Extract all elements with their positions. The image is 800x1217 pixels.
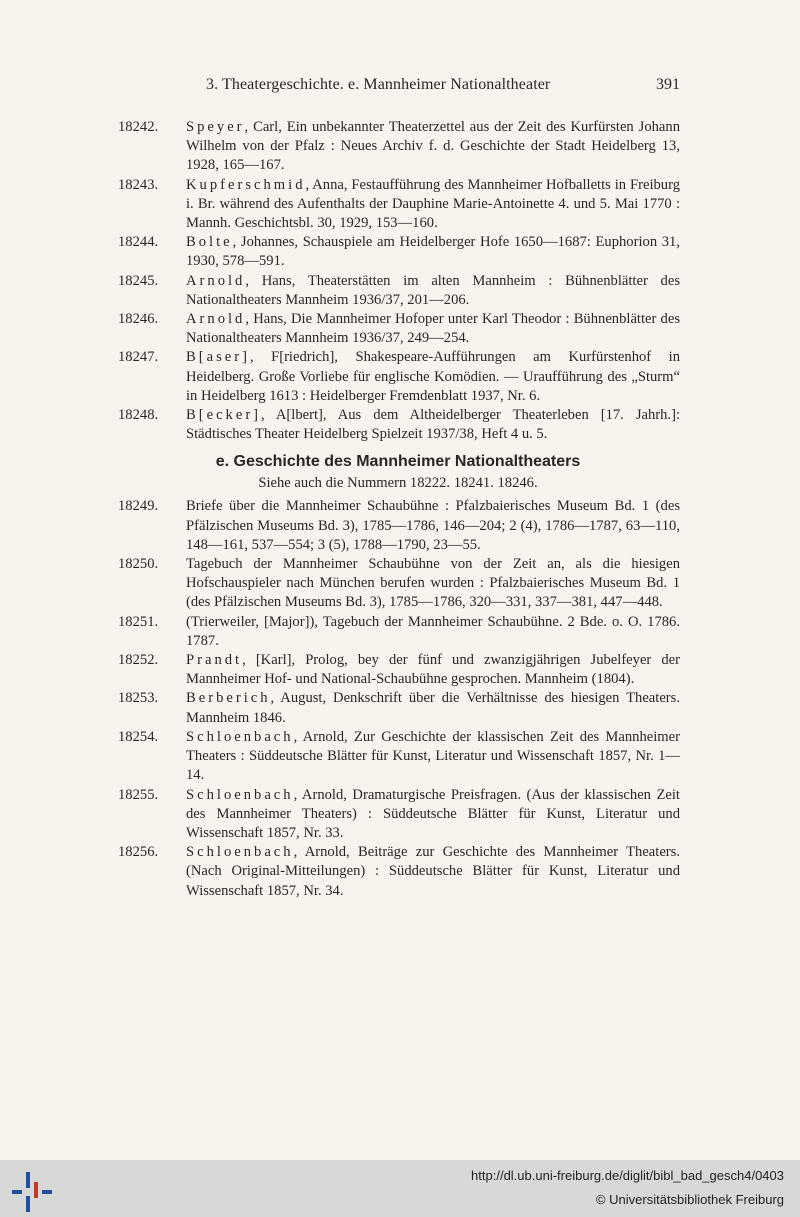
entry-text: , Arnold, Dramaturgische Preisfragen. (Aus der klassischen Zeit des Mannheimer Theaters) : Süddeutsche Blätter für Kunst, Literatur und Wissenschaft 1857, Nr. 33. [186, 786, 680, 841]
entry-number: 18247. [118, 349, 159, 366]
bibliography-entry [116, 728, 680, 786]
entry-author: Bolte [186, 234, 233, 251]
bibliography-entry [116, 843, 680, 901]
entry-author: B[aser] [186, 349, 250, 366]
entry-text: , Arnold, Zur Geschichte der klassischen Zeit des Mannheimer Theaters : Süddeutsche Blätter für Kunst, Literatur und Wissenschaft 1857, Nr. 1—14. [186, 728, 680, 784]
running-head [120, 76, 680, 98]
entry-author: Arnold [186, 311, 246, 328]
entry-author: Kupferschmid [186, 176, 306, 193]
entry-author: Speyer [186, 119, 245, 135]
entry-text: , Arnold, Beiträge zur Geschichte des Mannheimer Theaters. (Nach Original-Mitteilungen) : Süddeutsche Blätter für Kunst, Literatur und Wissenschaft 1857, Nr. 34. [186, 844, 680, 899]
entry-number: 18242. [118, 119, 159, 135]
entry-number: 18245. [118, 272, 159, 289]
entry-number: 18246. [118, 311, 159, 328]
entry-author: Berberich [186, 690, 271, 707]
entry-number: 18255. [118, 786, 159, 803]
entry-text: , [Karl], Prolog, bey der fünf und zwanzigjährigen Jubelfeyer der Mannheimer Hof- und National-Schaubühne gesprochen. Mannheim (1804). [186, 652, 680, 688]
entry-text: , Carl, Ein unbekannter Theaterzettel aus der Zeit des Kurfürsten Johann Wilhelm von der Pfalz : Neues Archiv f. d. Geschichte der Stadt Heidelberg 13, 1928, 165—167. [186, 119, 680, 174]
entry-author: B[ecker] [186, 407, 262, 424]
entry-number: 18253. [118, 690, 159, 707]
entry-number: 18244. [118, 234, 159, 251]
entry-number: 18248. [118, 407, 159, 424]
footer-url-link[interactable]: http://dl.ub.uni-freiburg.de/diglit/bibl_bad_gesch4/0403 [471, 1168, 784, 1183]
entry-number: 18249. [118, 498, 159, 515]
section-note: Siehe auch die Nummern 18222. 18241. 18246. [258, 475, 538, 492]
entries-before [116, 118, 680, 444]
entry-number: 18250. [118, 556, 159, 573]
entries-after [116, 497, 680, 900]
entry-text: , Johannes, Schauspiele am Heidelberger Hofe 1650—1687: Euphorion 31, 1930, 578—591. [186, 234, 680, 270]
entry-author: Schloenbach [186, 786, 294, 803]
bibliography-entry [116, 233, 680, 271]
entry-number: 18256. [118, 844, 159, 861]
entry-number: 18252. [118, 652, 159, 669]
running-title: 3. Theatergeschichte. e. Mannheimer Nationaltheater [206, 76, 551, 93]
entry-number: 18251. [118, 613, 159, 630]
entry-author: Schloenbach [186, 844, 294, 861]
bibliography-entry [116, 272, 680, 310]
bibliography-entry [116, 786, 680, 844]
section-heading: e. Geschichte des Mannheimer Nationaltheaters [215, 453, 581, 471]
entry-text: , August, Denkschrift über die Verhältnisse des hiesigen Theaters. Mannheim 1846. [186, 690, 680, 726]
bibliography-entry [116, 689, 680, 727]
footer-copyright: © Universitätsbibliothek Freiburg [595, 1192, 784, 1207]
footer-bar [0, 1160, 800, 1217]
bibliography-entry [116, 348, 680, 406]
entry-text: , Hans, Theaterstätten im alten Mannheim : Bühnenblätter des Nationaltheaters Mannheim 1936/37, 201—206. [186, 272, 680, 308]
entry-text: , Hans, Die Mannheimer Hofoper unter Karl Theodor : Bühnenblätter des Nationaltheaters Mannheim 1936/37, 249—254. [186, 311, 680, 347]
bibliography-entry [116, 176, 680, 234]
entry-text: , Anna, Festaufführung des Mannheimer Hofballetts in Freiburg i. Br. während des Aufenthalts der Dauphine Marie-Antoinette 4. und 5. Mai 1770 : Mannh. Geschichtsbl. 30, 1929, 153—160. [186, 176, 680, 232]
bibliography-entries [116, 118, 680, 901]
entry-text: (Trierweiler, [Major]), Tagebuch der Mannheimer Schaubühne. 2 Bde. o. O. 1786. 1787. [186, 613, 680, 649]
entry-author: Prandt [186, 652, 243, 669]
entry-author: Schloenbach [186, 728, 294, 745]
bibliography-entry [116, 310, 680, 348]
entry-number: 18254. [118, 728, 159, 745]
bibliography-entry [116, 555, 680, 613]
bibliography-entry [116, 118, 680, 176]
entry-text: , F[riedrich], Shakespeare-Aufführungen am Kurfürstenhof in Heidelberg. Große Vorliebe für englische Komödien. — Uraufführung des „Sturm“ in Heidelberg 1613 : Heidelberger Fremdenblatt 1937, Nr. 6. [186, 349, 680, 404]
bibliography-entry [116, 613, 680, 651]
bibliography-entry [116, 651, 680, 689]
entry-text: , A[lbert], Aus dem Altheidelberger Theaterleben [17. Jahrh.]: Städtisches Theater Heidelberg Spielzeit 1937/38, Heft 4 u. 5. [186, 407, 680, 443]
entry-text: Briefe über die Mannheimer Schaubühne : Pfalzbaierisches Museum Bd. 1 (des Pfälzischen Museums Bd. 3), 1785—1786, 146—204; 2 (4), 1786—1787, 63—110, 148—161, 537—554; 3 (5), 1788—1790, 23—55. [186, 498, 680, 553]
bibliography-entry [116, 497, 680, 555]
ub-freiburg-logo-icon [12, 1168, 54, 1212]
bibliography-entry [116, 406, 680, 444]
entry-text: Tagebuch der Mannheimer Schaubühne von der Zeit an, als die hiesigen Hofschauspieler nach München berufen wurden : Pfalzbaierisches Museum Bd. 1 (des Pfälzischen Museums Bd. 3), 1785—1786, 320—331, 337—381, 447—448. [186, 556, 680, 611]
entry-number: 18243. [118, 176, 159, 193]
entry-author: Arnold [186, 272, 246, 289]
page-number: 391 [656, 76, 680, 93]
